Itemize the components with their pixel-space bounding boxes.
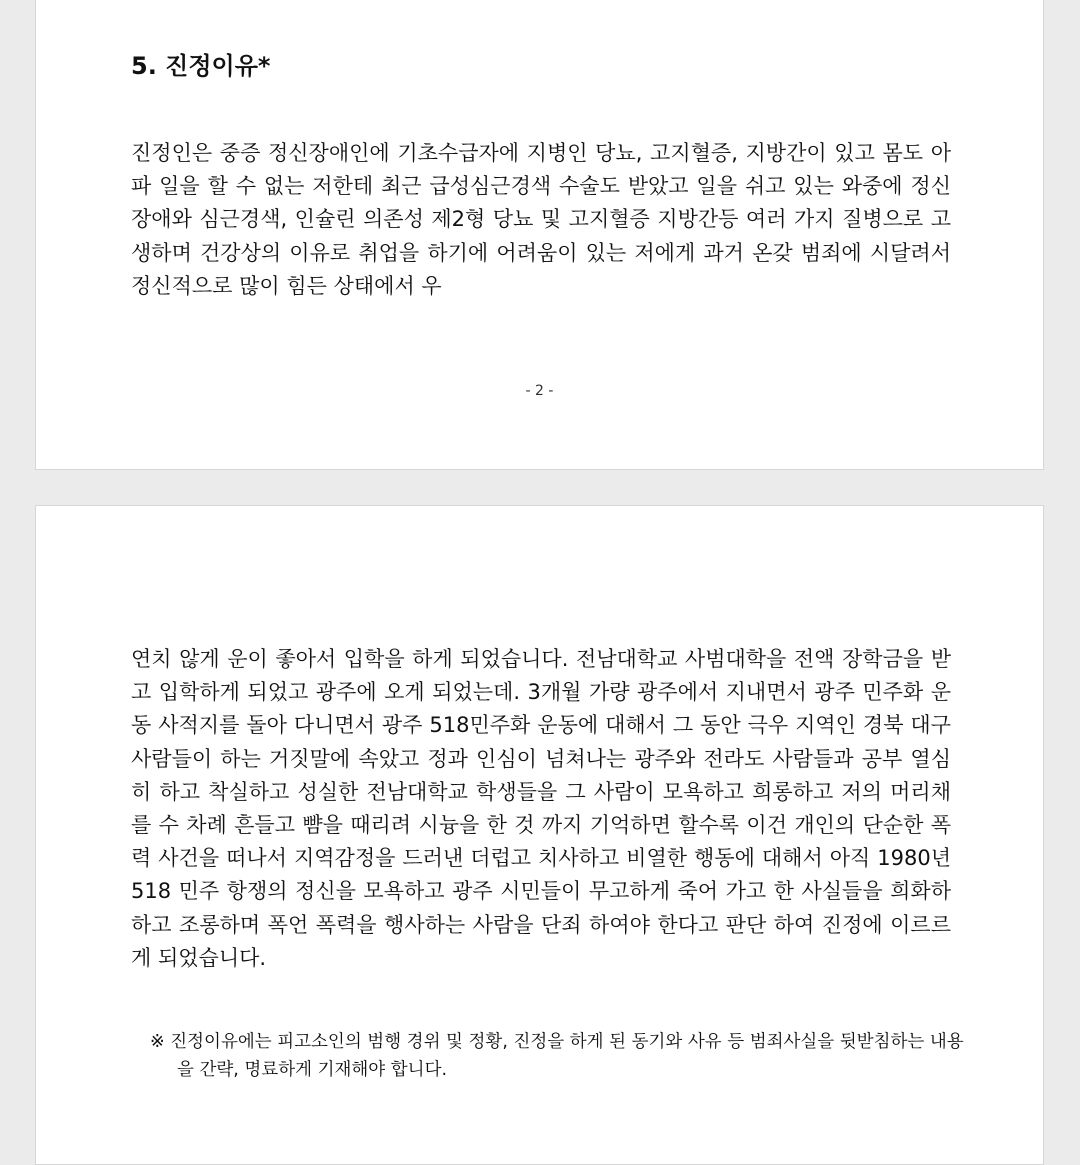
petition-reason-text-continued: 연치 않게 운이 좋아서 입학을 하게 되었습니다. 전남대학교 사범대학을 전액 장학금을 받고 입학하게 되었고 광주에 오게 되었는데. 3개월 가량 광주에서 지내면서 광주 민주화 운동 사적지를 돌아 다니면서 광주 518민주화 운동에 대해서 그 동안 극우 지역인 경북 대구 사람들이 하는 거짓말에 속았고 정과 인심이 넘쳐나는 광주와 전라도 사람들과 공부 열심히 하고 착실하고 성실한 전남대학교 학생들을 그 사람이 모욕하고 희롱하고 저의 머리채를 수 차례 흔들고 뺨을 때리려 시늉을 한 것 까지 기억하면 할수록 이건 개인의 단순한 폭력 사건을 떠나서 지역감정을 드러낸 더럽고 치사하고 비열한 행동에 대해서 아직 1980년 518 민주 항쟁의 정신을 모욕하고 광주 시민들이 무고하게 죽어 가고 한 사실들을 희화하 하고 조롱하며 폭언 폭력을 행사하는 사람을 단죄 하여야 한다고 판단 하여 진정에 이르르게 되었습니다.: [131, 647, 951, 970]
section-title: 5. 진정이유*: [131, 52, 271, 80]
page-number: - 2 -: [525, 383, 554, 399]
document-page-3: [35, 505, 1044, 1165]
instruction-note: ※ 진정이유에는 피고소인의 범행 경위 및 정황, 진정을 하게 된 동기와 사유 등 범죄사실을 뒷받침하는 내용을 간략, 명료하게 기재해야 합니다.: [150, 1032, 964, 1080]
document-page-2: [35, 0, 1044, 470]
petition-reason-text: 진정인은 중증 정신장애인에 기초수급자에 지병인 당뇨, 고지혈증, 지방간이 있고 몸도 아파 일을 할 수 없는 저한테 최근 급성심근경색 수술도 받았고 일을 쉬고 있는 와중에 정신장애와 심근경색, 인슐린 의존성 제2형 당뇨 및 고지혈증 지방간등 여러 가지 질병으로 고생하며 건강상의 이유로 취업을 하기에 어려움이 있는 저에게 과거 온갖 범죄에 시달려서 정신적으로 많이 힘든 상태에서 우: [131, 141, 951, 298]
